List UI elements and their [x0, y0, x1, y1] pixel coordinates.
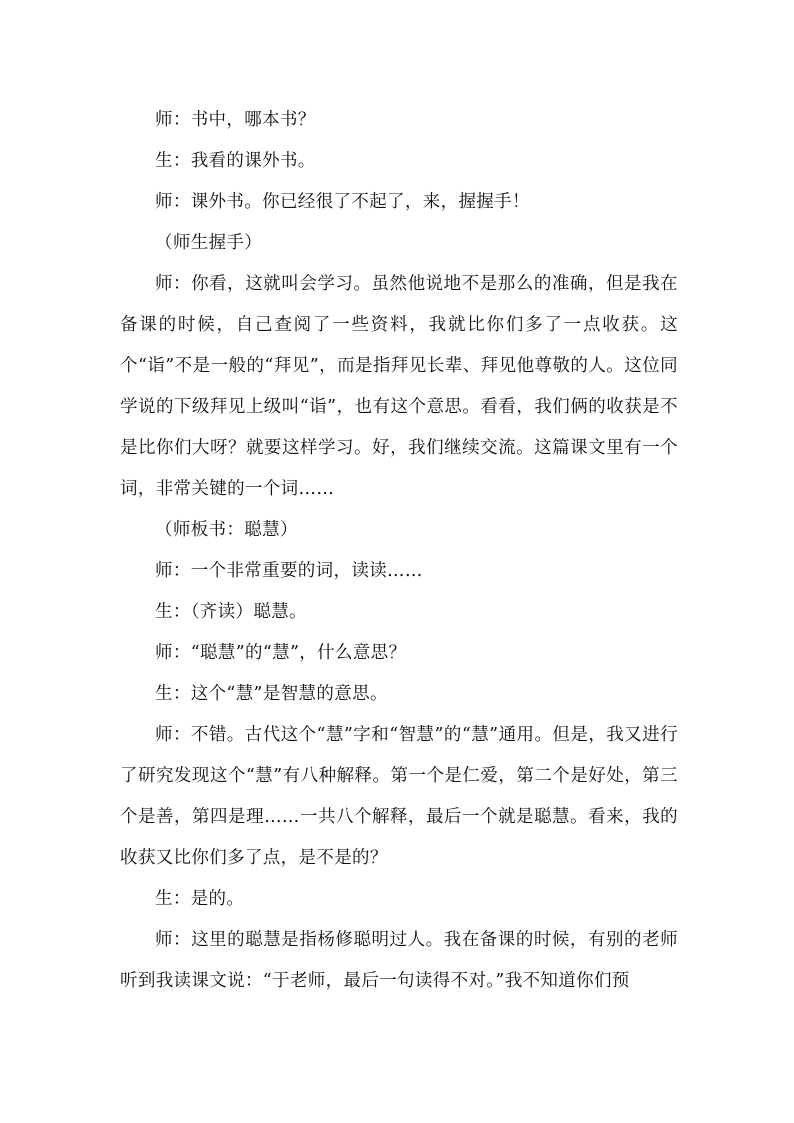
paragraph-student-meaning-answer: 生：这个“慧”是智慧的意思。	[155, 684, 388, 704]
paragraph-student-yes: 生：是的。	[155, 889, 245, 909]
document-body	[120, 100, 678, 1002]
paragraph-student-extracurricular-book: 生：我看的课外书。	[155, 151, 316, 171]
paragraph-teacher-yang-xiu: 师：这里的聪慧是指杨修聪明过人。我在备课的时候，有别的老师听到我读课文说：“于老师，最后一句读得不对。”我不知道你们预	[120, 930, 678, 991]
paragraph-teacher-learning: 师：你看，这就叫会学习。虽然他说地不是那么的准确，但是我在备课的时候，自己查阅了一些资料，我就比你们多了一点收获。这个“诣”不是一般的“拜见”，而是指拜见长辈、拜见他尊敬的人。这位同学说的下级拜见上级叫“诣”，也有这个意思。看看，我们俩的收获是不是比你们大呀？就要这样学习。好，我们继续交流。这篇课文里有一个词，非常关键的一个词……	[120, 274, 678, 499]
paragraph-teacher-meaning-question: 师：“聪慧”的“慧”，什么意思？	[155, 643, 407, 663]
paragraph-teacher-eight-meanings: 师：不错。古代这个“慧”字和“智慧”的“慧”通用。但是，我又进行了研究发现这个“慧”有八种解释。第一个是仁爱，第二个是好处，第三个是善，第四是理……一共八个解释，最后一个就是聪慧。看来，我的收获又比你们多了点，是不是的？	[120, 725, 678, 868]
paragraph-teacher-handshake: 师：课外书。你已经很了不起了，来，握握手！	[155, 192, 530, 212]
paragraph-teacher-important-word: 师：一个非常重要的词，读读……	[155, 561, 423, 581]
paragraph-teacher-which-book: 师：书中，哪本书？	[155, 110, 316, 130]
paragraph-stage-direction-board: （师板书：聪慧）	[155, 520, 298, 540]
paragraph-students-read: 生：（齐读）聪慧。	[155, 602, 307, 622]
paragraph-stage-direction-handshake: （师生握手）	[155, 233, 263, 253]
